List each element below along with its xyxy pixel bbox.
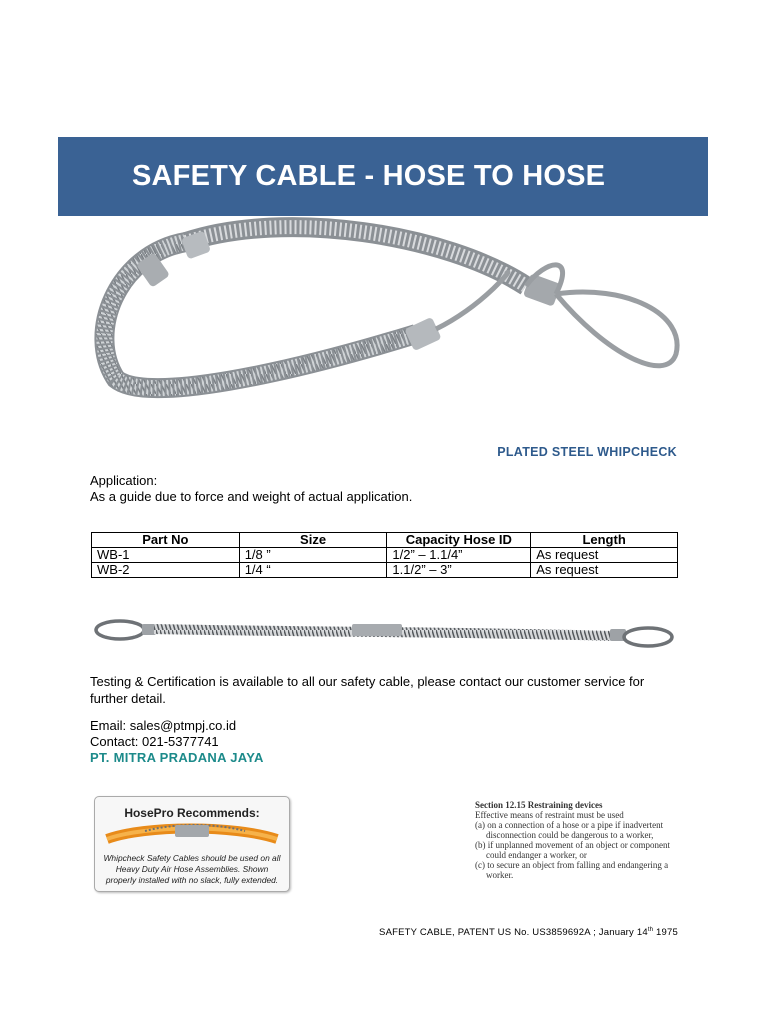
- hosepro-title: HosePro Recommends:: [124, 806, 260, 820]
- cell-part-no: WB-2: [92, 563, 240, 578]
- application-text: As a guide due to force and weight of actual application.: [90, 489, 413, 504]
- application-label: Application:: [90, 473, 158, 488]
- header-length: Length: [531, 533, 678, 548]
- phone-text: Contact: 021-5377741: [90, 734, 219, 749]
- cell-part-no: WB-1: [92, 548, 240, 563]
- section-item: (a) on a connection of a hose or a pipe if inadvertent disconnection could be dangerous to a worker,: [475, 820, 664, 840]
- header-capacity: Capacity Hose ID: [387, 533, 531, 548]
- contact-block: [90, 718, 264, 766]
- restraining-section: [475, 800, 685, 880]
- whipcheck-photo: [86, 214, 686, 404]
- company-name: PT. MITRA PRADANA JAYA: [90, 750, 264, 765]
- cell-size: 1/8 ”: [239, 548, 387, 563]
- hose-illustration-icon: [105, 819, 279, 851]
- section-title: Section 12.15 Restraining devices: [475, 800, 603, 810]
- footer-sup: th: [647, 927, 654, 933]
- table-header-row: [92, 533, 678, 548]
- image-caption: PLATED STEEL WHIPCHECK: [497, 445, 677, 459]
- whipcheck-extended-photo: [92, 610, 677, 655]
- section-intro: Effective means of restraint must be used: [475, 810, 624, 820]
- section-item: (b) if unplanned movement of an object or component could endanger a worker, or: [475, 840, 670, 860]
- title-banner: [58, 137, 708, 216]
- footer-text: SAFETY CABLE, PATENT US No. US3859692A ; January 14: [379, 927, 648, 939]
- patent-footer: [379, 927, 678, 938]
- hosepro-text: Whipcheck Safety Cables should be used on all Heavy Duty Air Hose Assemblies. Shown properly installed with no slack, fully extended.: [103, 853, 281, 885]
- testing-note: Testing & Certification is available to all our safety cable, please contact our customer service for further detail.: [90, 674, 645, 706]
- cell-size: 1/4 “: [239, 563, 387, 578]
- cell-capacity: 1.1/2” – 3”: [387, 563, 531, 578]
- cell-length: As request: [531, 563, 678, 578]
- table-row: [92, 563, 678, 578]
- section-item: (c) to secure an object from falling and endangering a worker.: [475, 860, 669, 880]
- header-part-no: Part No: [92, 533, 240, 548]
- email-text[interactable]: Email: sales@ptmpj.co.id: [90, 718, 237, 733]
- page-title: SAFETY CABLE - HOSE TO HOSE: [132, 160, 606, 192]
- spec-table: [91, 532, 678, 578]
- hosepro-recommends-box: [94, 796, 290, 892]
- table-row: [92, 548, 678, 563]
- application-block: [90, 473, 412, 505]
- cell-length: As request: [531, 548, 678, 563]
- cell-capacity: 1/2” – 1.1/4”: [387, 548, 531, 563]
- footer-year: 1975: [653, 927, 678, 939]
- header-size: Size: [239, 533, 387, 548]
